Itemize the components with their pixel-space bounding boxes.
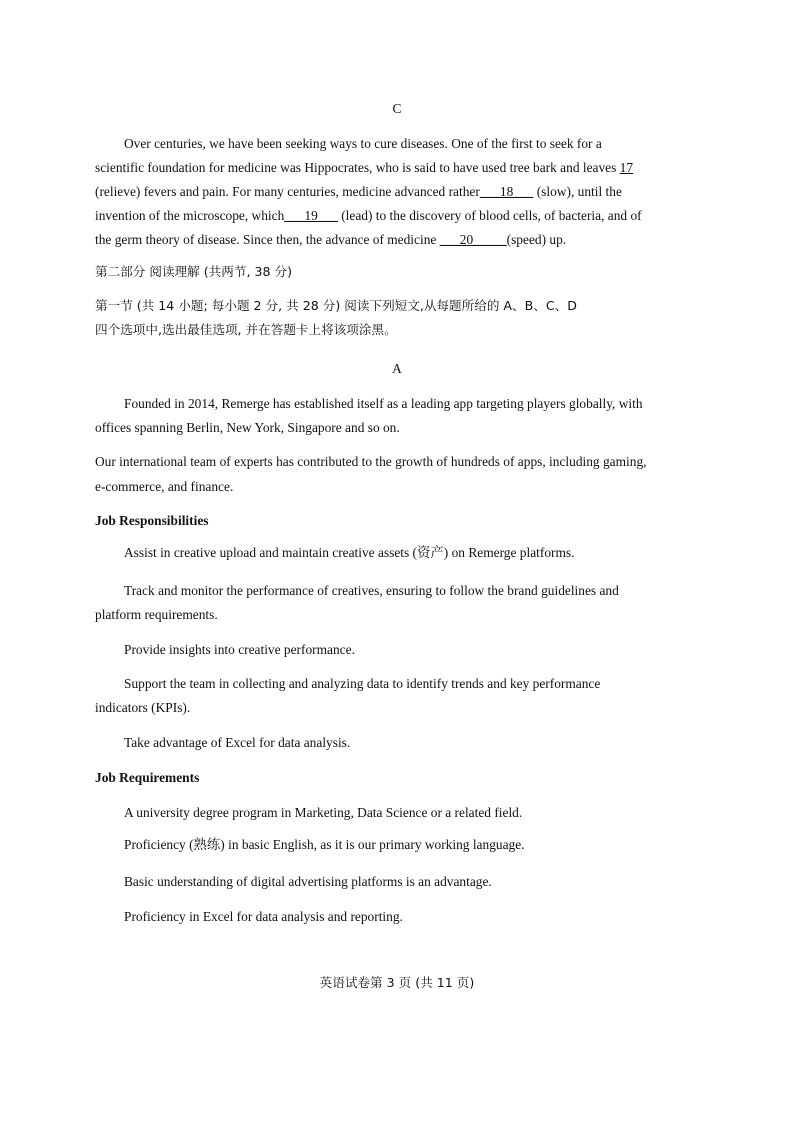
responsibility-4-line-1: Support the team in collecting and analyzing data to identify trends and key performance — [124, 676, 601, 691]
blank-18: ___18___ — [479, 184, 534, 199]
passage-c-line-2: scientific foundation for medicine was Hippocrates, who is said to have used tree bark and leaves 17 — [95, 160, 634, 175]
job-requirements-heading: Job Requirements — [95, 770, 200, 785]
page-footer: 英语试卷第 3 页 (共 11 页) — [319, 975, 475, 990]
job-responsibilities-heading: Job Responsibilities — [95, 513, 209, 528]
responsibility-3: Provide insights into creative performance. — [124, 642, 355, 657]
requirement-4: Proficiency in Excel for data analysis and reporting. — [124, 909, 403, 924]
section-1-instruction-line-2: 四个选项中,选出最佳选项, 并在答题卡上将该项涂黑。 — [95, 322, 397, 337]
blank-17: 17 — [619, 160, 634, 175]
responsibility-2-line-2: platform requirements. — [95, 607, 218, 622]
requirement-1: A university degree program in Marketing, Data Science or a related field. — [124, 805, 523, 820]
part-2-title: 第二部分 阅读理解 (共两节, 38 分) — [95, 264, 292, 279]
passage-a-intro-line-4: e-commerce, and finance. — [95, 479, 234, 494]
passage-c-line-4: invention of the microscope, which___19___ (lead) to the discovery of blood cells, of bacteria, and of — [95, 208, 642, 223]
responsibility-2-line-1: Track and monitor the performance of creatives, ensuring to follow the brand guidelines and — [124, 583, 619, 598]
blank-20: ___20_____ — [439, 232, 507, 247]
responsibility-5: Take advantage of Excel for data analysis. — [124, 735, 351, 750]
passage-a-intro-line-3: Our international team of experts has contributed to the growth of hundreds of apps, including gaming, — [95, 454, 647, 469]
passage-a-intro-line-1: Founded in 2014, Remerge has established itself as a leading app targeting players globally, with — [124, 396, 643, 411]
section-c-heading: C — [392, 101, 402, 116]
requirement-2: Proficiency (熟练) in basic English, as it is our primary working language. — [124, 837, 525, 852]
passage-a-intro-line-2: offices spanning Berlin, New York, Singapore and so on. — [95, 420, 400, 435]
blank-19: ___19___ — [284, 208, 338, 223]
responsibility-1: Assist in creative upload and maintain creative assets (资产) on Remerge platforms. — [124, 545, 575, 560]
requirement-3: Basic understanding of digital advertising platforms is an advantage. — [124, 874, 492, 889]
section-1-instruction-line-1: 第一节 (共 14 小题; 每小题 2 分, 共 28 分) 阅读下列短文,从每题所给的 A、B、C、D — [95, 298, 577, 313]
responsibility-4-line-2: indicators (KPIs). — [95, 700, 191, 715]
passage-c-line-1: Over centuries, we have been seeking ways to cure diseases. One of the first to seek for a — [124, 136, 602, 151]
passage-a-heading: A — [392, 361, 402, 376]
passage-c-line-5: the germ theory of disease. Since then, the advance of medicine ___20_____(speed) up. — [95, 232, 567, 247]
passage-c-line-3: (relieve) fevers and pain. For many centuries, medicine advanced rather___18___ (slow), until the — [95, 184, 622, 199]
